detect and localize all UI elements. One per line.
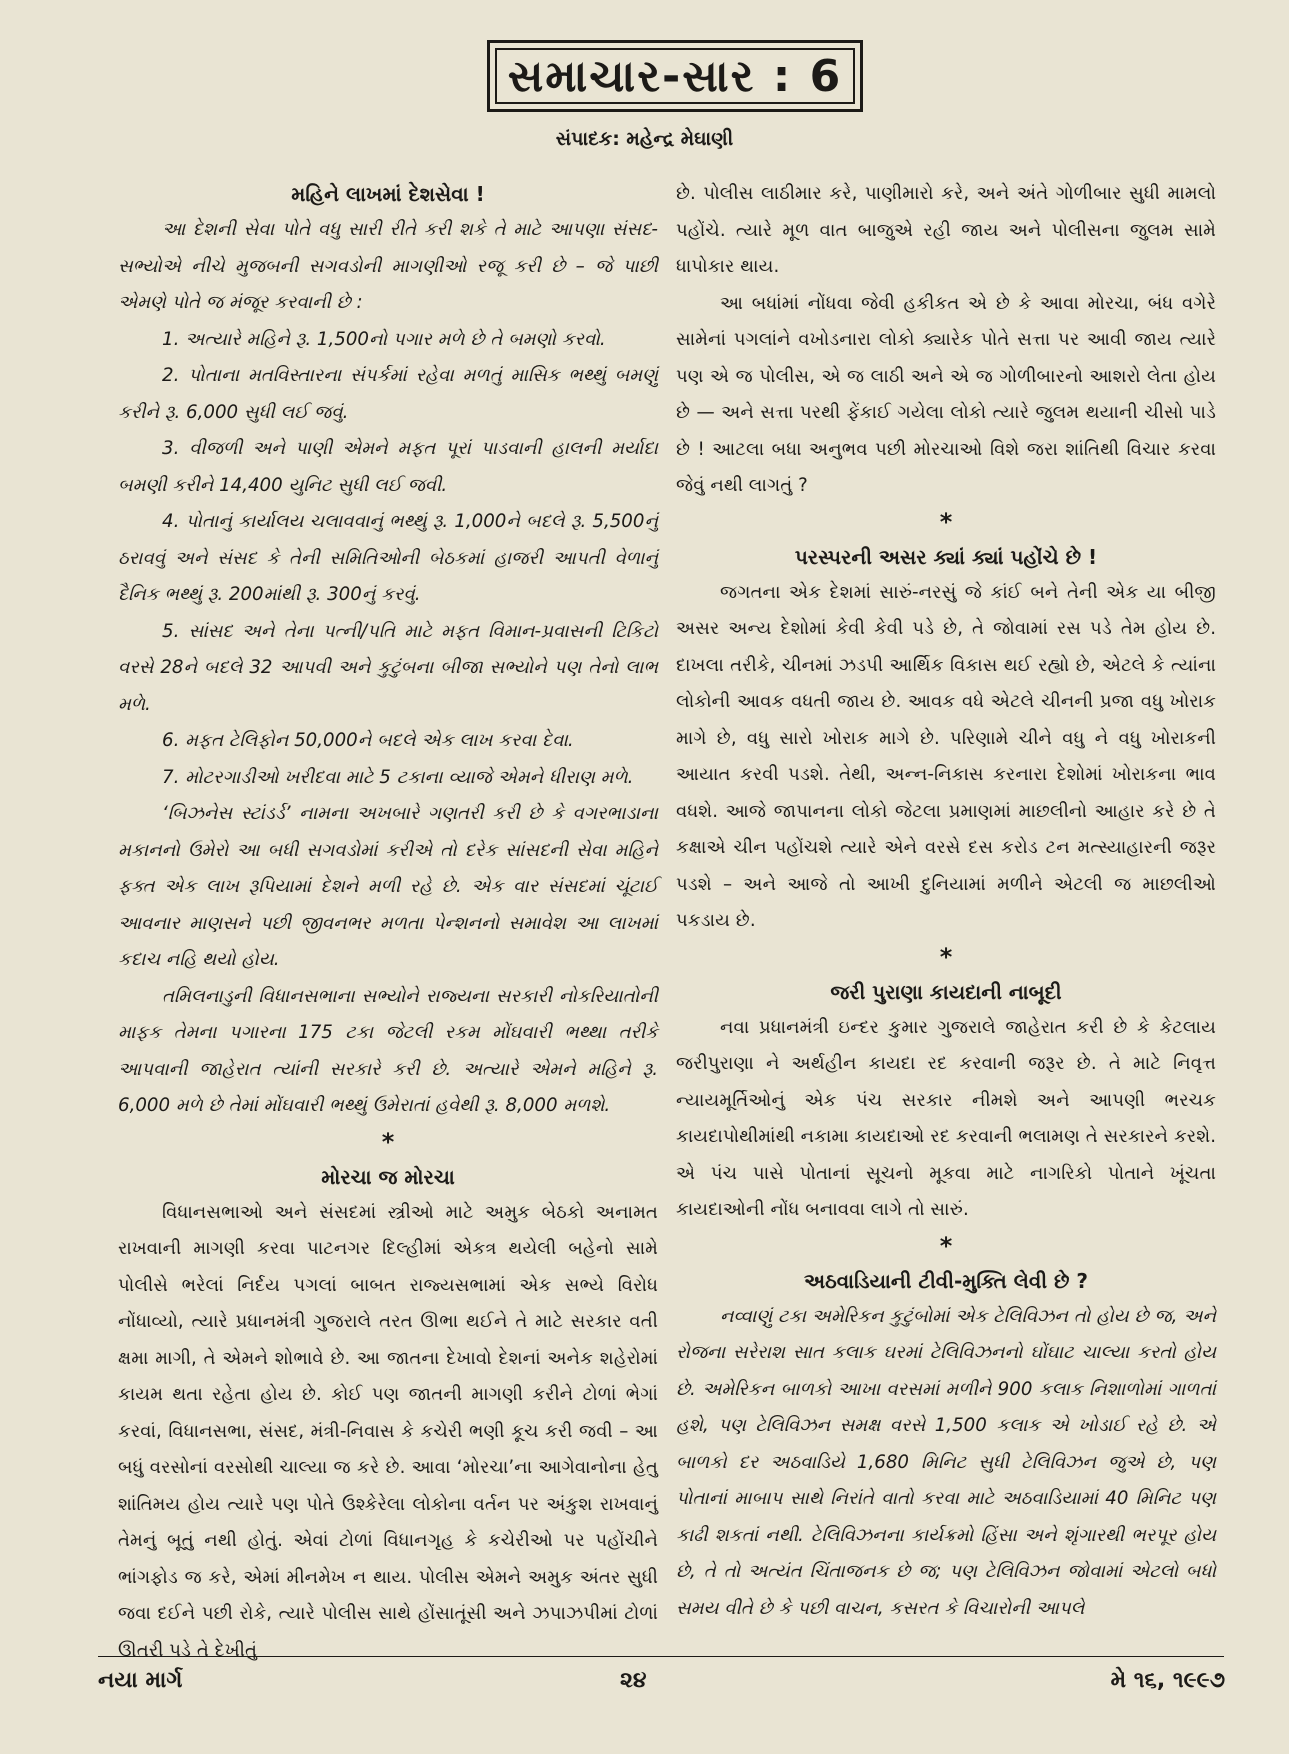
paragraph: છે. પોલીસ લાઠીમાર કરે, પાણીમારો કરે, અને અંતે ગોળીબાર સુધી મામલો પહોંચે. ત્યારે મૂળ વાત બાજુએ રહી જાય અને પોલીસના જુલમ સામે ધાપોકાર થાય. xyxy=(676,183,1216,277)
article-heading-mp-perks: મહિને લાખમાં દેશસેવા ! xyxy=(291,182,485,206)
paragraph: તમિલનાડુની વિધાનસભાના સભ્યોને રાજ્યના સરકારી નોકરિયાતોની માફક તેમના પગારના 175 ટકા જેટલી રકમ મોંઘવારી ભથ્થા તરીકે આપવાની જાહેરાત ત્યાંની સરકારે કરી છે. અત્યારે એમને મહિને રૂ. 6,000 મળે છે તેમાં મોંઘવારી ભથ્થું ઉમેરાતાં હવેથી રૂ. 8,000 મળશે. xyxy=(118,985,658,1116)
footer-divider xyxy=(98,1656,1224,1657)
left-column xyxy=(118,176,658,1661)
page-number: ૨૪ xyxy=(620,1668,647,1693)
masthead-box xyxy=(487,40,863,112)
section-separator: * xyxy=(939,1231,953,1260)
magazine-name: નયા માર્ગ xyxy=(98,1668,183,1693)
issue-date: મે ૧૬, ૧૯૯૭ xyxy=(1110,1668,1225,1693)
paragraph: ‘બિઝનેસ સ્ટાંડર્ડ’ નામના અખબારે ગણતરી કરી છે કે વગરભાડાના મકાનનો ઉમેરો આ બધી સગવડોમાં કરીએ તો દરેક સાંસદની સેવા મહિને ફક્ત એક લાખ રૂપિયામાં દેશને મળી રહે છે. એક વાર સંસદમાં ચૂંટાઈ આવનાર માણસને પછી જીવનભર મળતા પેન્શનનો સમાવેશ આ લાખમાં કદાચ નહિ થયો હોય. xyxy=(118,803,658,970)
article-heading-old-laws: જરી પુરાણા કાયદાની નાબૂદી xyxy=(830,979,1062,1004)
paragraph: જગતના એક દેશમાં સારું-નરસું જે કાંઈ બને તેની એક યા બીજી અસર અન્ય દેશોમાં કેવી કેવી પડે છે, તે જોવામાં રસ પડે તેમ હોય છે. દાખલા તરીકે, ચીનમાં ઝડપી આર્થિક વિકાસ થઈ રહ્યો છે, એટલે કે ત્યાંના લોકોની આવક વધતી જાય છે. આવક વધે એટલે ચીનની પ્રજા વધુ ખોરાક માગે છે, વધુ સારો ખોરાક માગે છે. પરિણામે ચીને વધુ ને વધુ ખોરાકની આયાત કરવી પડશે. તેથી, અન્ન-નિકાસ કરનારા દેશોમાં ખોરાકના ભાવ વધશે. આજે જાપાનના લોકો જેટલા પ્રમાણમાં માછલીનો આહાર કરે છે તે કક્ષાએ ચીન પહોંચશે ત્યારે એને વરસે દસ કરોડ ટન મત્સ્યાહારની જરૂર પડશે – અને આજે તો આખી દુનિયામાં મળીને એટલી જ માછલીઓ પકડાય છે. xyxy=(676,581,1216,931)
paragraph: આ બધાંમાં નોંધવા જેવી હકીકત એ છે કે આવા મોરચા, બંધ વગેરે સામેનાં પગલાંને વખોડનારા લોકો ક્યારેક પોતે સત્તા પર આવી જાય ત્યારે પણ એ જ પોલીસ, એ જ લાઠી અને એ જ ગોળીબારનો આશરો લેતા હોય છે — અને સત્તા પરથી ફેંકાઈ ગયેલા લોકો ત્યારે જુલમ થયાની ચીસો પાડે છે ! આટલા બધા અનુભવ પછી મોરચાઓ વિશે જરા શાંતિથી વિચાર કરવા જેવું નથી લાગતું ? xyxy=(676,292,1216,496)
list-item: 3. વીજળી અને પાણી એમને મફત પૂરાં પાડવાની હાલની મર્યાદા બમણી કરીને 14,400 યુનિટ સુધી લઈ જવી. xyxy=(118,438,658,496)
list-item: 2. પોતાના મતવિસ્તારના સંપર્કમાં રહેવા મળતું માસિક ભથ્થું બમણું કરીને રૂ. 6,000 સુધી લઈ જવું. xyxy=(118,365,658,423)
paragraph: વિધાનસભાઓ અને સંસદમાં સ્ત્રીઓ માટે અમુક બેઠકો અનામત રાખવાની માગણી કરવા પાટનગર દિલ્હીમાં એકત્ર થયેલી બહેનો સામે પોલીસે ભરેલાં નિર્દય પગલાં બાબત રાજ્યસભામાં એક સભ્યે વિરોધ નોંધાવ્યો, ત્યારે પ્રધાનમંત્રી ગુજરાલે તરત ઊભા થઈને તે માટે સરકાર વતી ક્ષમા માગી, તે એમને શોભાવે છે. આ જાતના દેખાવો દેશનાં અનેક શહેરોમાં કાયમ થતા રહેતા હોય છે. કોઈ પણ જાતની માગણી કરીને ટોળાં ભેગાં કરવાં, વિધાનસભા, સંસદ, મંત્રી-નિવાસ કે કચેરી ભણી કૂચ કરી જવી – આ બધું વરસોનાં વરસોથી ચાલ્યા જ કરે છે. આવા ‘મોરચા’ના આગેવાનોના હેતુ શાંતિમય હોય ત્યારે પણ પોતે ઉશ્કેરેલા લોકોના વર્તન પર અંકુશ રાખવાનું તેમનું બૂતું નથી હોતું. એવાં ટોળાં વિધાનગૃહ કે કચેરીઓ પર પહોંચીને ભાંગફોડ જ કરે, એમાં મીનમેખ ન થાય. પોલીસ એમને અમુક અંતર સુધી જવા દઈને પછી રોકે, ત્યારે પોલીસ સાથે હોંસાતૂંસી અને ઝપાઝપીમાં ટોળાં ઊતરી પડે તે દેખીતું xyxy=(118,1201,658,1661)
list-item: 6. મફત ટેલિફોન 50,000ને બદલે એક લાખ કરવા દેવા. xyxy=(162,730,574,751)
editor-credit: સંપાદક: મહેન્દ્ર મેઘાણી xyxy=(555,128,734,150)
list-item: 1. અત્યારે મહિને રૂ. 1,500નો પગાર મળે છે તે બમણો કરવો. xyxy=(162,328,606,350)
right-column xyxy=(676,176,1216,1646)
section-separator: * xyxy=(939,942,953,971)
section-separator: * xyxy=(939,507,953,536)
list-item: 7. મોટરગાડીઓ ખરીદવા માટે 5 ટકાના વ્યાજે એમને ધીરાણ મળે. xyxy=(162,766,634,788)
list-item: 4. પોતાનું કાર્યાલય ચલાવવાનું ભથ્થું રૂ. 1,000ને બદલે રૂ. 5,500નું ઠરાવવું અને સંસદ કે તેની સમિતિઓની બેઠકમાં હાજરી આપતી વેળાનું દૈનિક ભથ્થું રૂ. 200માંથી રૂ. 300નું કરવું. xyxy=(118,511,658,605)
list-item: 5. સાંસદ અને તેના પત્ની/પતિ માટે મફત વિમાન-પ્રવાસની ટિકિટો વરસે 28ને બદલે 32 આપવી અને કુટુંબના બીજા સભ્યોને પણ તેનો લાભ મળે. xyxy=(118,620,658,715)
article-heading-tv-free-week: અઠવાડિયાની ટીવી-મુક્તિ લેવી છે ? xyxy=(803,1268,1089,1293)
page-title: સમાચાર-સાર : 6 xyxy=(507,50,843,102)
section-separator: * xyxy=(381,1127,395,1156)
paragraph: નવા પ્રધાનમંત્રી ઇન્દર કુમાર ગુજરાલે જાહેરાત કરી છે કે કેટલાય જરીપુરાણા ને અર્થહીન કાયદા રદ કરવાની જરૂર છે. તે માટે નિવૃત્ત ન્યાયમૂર્તિઓનું એક પંચ સરકાર નીમશે અને આપણી ભરચક કાયદાપોથીમાંથી નકામા કાયદાઓ રદ કરવાની ભલામણ તે સરકારને કરશે. એ પંચ પાસે પોતાનાં સૂચનો મૂકવા માટે નાગરિકો પોતાને ખૂંચતા કાયદાઓની નોંધ બનાવવા લાગે તો સારું. xyxy=(676,1016,1216,1220)
article-heading-mutual-effect: પરસ્પરની અસર ક્યાં ક્યાં પહોંચે છે ! xyxy=(794,544,1098,569)
article-heading-morcha: મોરચા જ મોરચા xyxy=(321,1164,455,1189)
paragraph: નવ્વાણું ટકા અમેરિકન કુટુંબોમાં એક ટેલિવિઝન તો હોય છે જ, અને રોજના સરેરાશ સાત કલાક ઘરમાં ટેલિવિઝનનો ઘોંઘાટ ચાલ્યા કરતો હોય છે. અમેરિકન બાળકો આખા વરસમાં મળીને 900 કલાક નિશાળોમાં ગાળતાં હશે, પણ ટેલિવિઝન સમક્ષ વરસે 1,500 કલાક એ ખોડાઈ રહે છે. એ બાળકો દર અઠવાડિયે 1,680 મિનિટ સુધી ટેલિવિઝન જુએ છે, પણ પોતાનાં માબાપ સાથે નિરાંતે વાતો કરવા માટે અઠવાડિયામાં 40 મિનિટ પણ કાઢી શકતાં નથી. ટેલિવિઝનના કાર્યક્રમો હિંસા અને શૃંગારથી ભરપૂર હોય છે, તે તો અત્યંત ચિંતાજનક છે જ; પણ ટેલિવિઝન જોવામાં એટલો બધો સમય વીતે છે કે પછી વાચન, કસરત કે વિચારોની આપલે xyxy=(676,1305,1216,1619)
paragraph: આ દેશની સેવા પોતે વધુ સારી રીતે કરી શકે તે માટે આપણા સંસદ-સભ્યોએ નીચે મુજબની સગવડોની માગણીઓ રજૂ કરી છે – જે પાછી એમણે પોતે જ મંજૂર કરવાની છે : xyxy=(118,219,658,313)
